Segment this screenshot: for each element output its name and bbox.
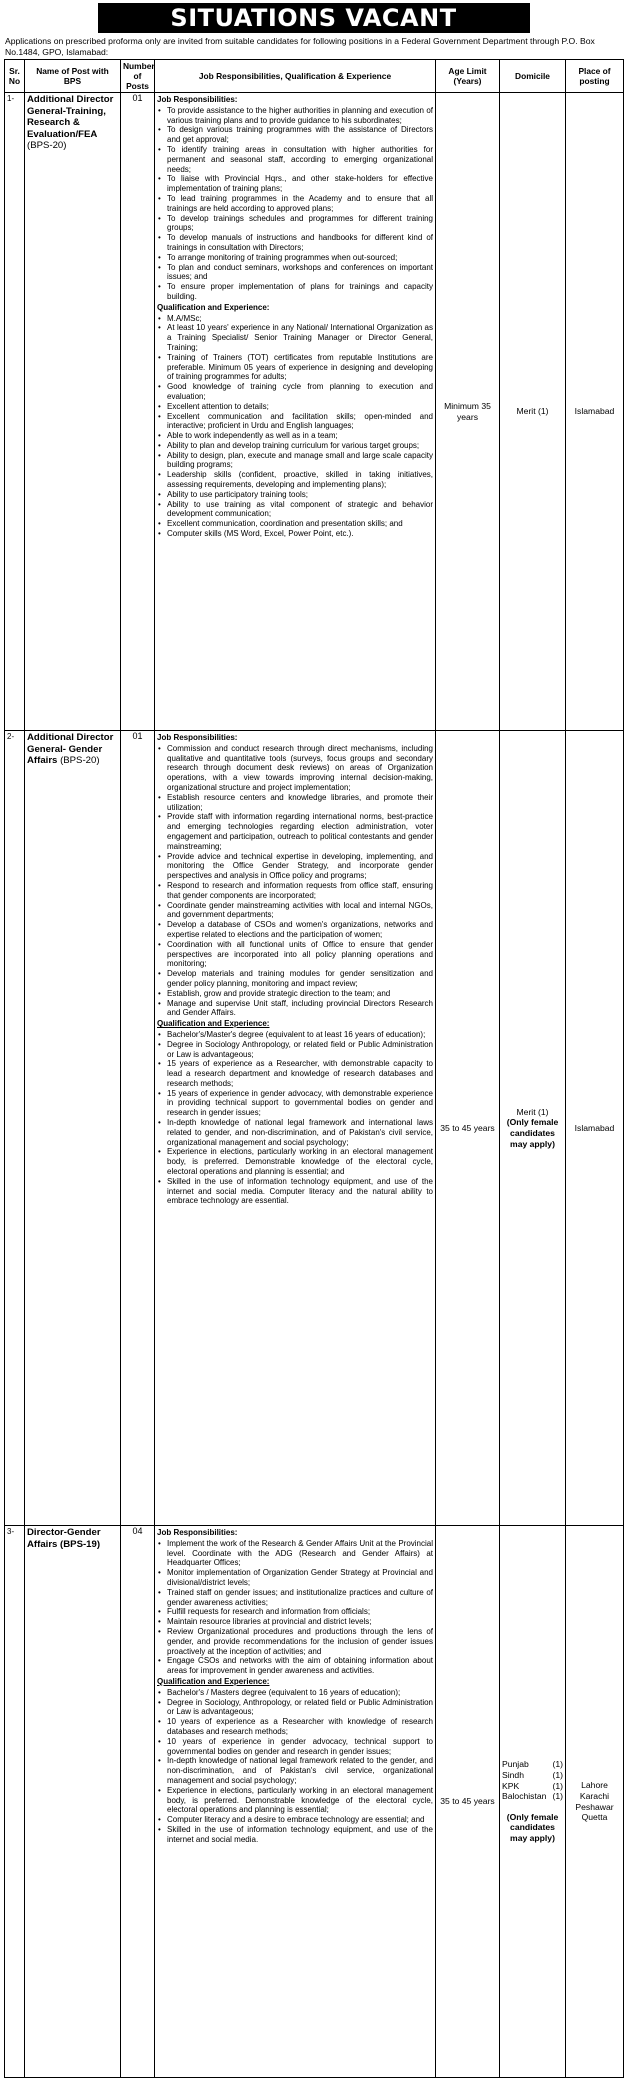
domicile: Merit (1): [500, 93, 566, 731]
header-domicile: Domicile: [500, 60, 566, 93]
responsibilities-list: [157, 1539, 433, 1676]
list-item: • Ability to use participatory training tools;: [167, 490, 433, 500]
age-limit: 35 to 45 years: [436, 1526, 500, 2078]
domicile-note: (Only female candidates may apply): [506, 1811, 559, 1843]
intro-text: Applications on prescribed proforma only are invited from suitable candidates for following positions in a Federal Government Department through P.O. Box No.1484, GPO, Islamabad:: [5, 36, 595, 57]
list-item: • Coordinate gender mainstreaming activities with local and internal NGOs, and government departments;: [167, 901, 433, 921]
number-of-posts: 04: [121, 1526, 155, 2078]
age-limit: 35 to 45 years: [436, 731, 500, 1526]
post-name: [25, 1526, 121, 2078]
sr-number: 2-: [5, 731, 25, 1526]
header-job: Job Responsibilities, Qualification & Experience: [155, 60, 436, 93]
qualification-heading: Qualification and Experience:: [157, 1019, 270, 1029]
list-item: • Develop a database of CSOs and women's organizations, networks and expertise related to elections and the participation of women;: [167, 920, 433, 940]
place-item: Peshawar: [575, 1801, 614, 1812]
list-item: • Develop materials and training modules for gender sensitization and gender policy planning, monitoring and impact review;: [167, 969, 433, 989]
list-item: • To arrange monitoring of training programmes when out-sourced;: [167, 253, 433, 263]
domicile-line: [502, 1759, 563, 1770]
list-item: • 15 years of experience in gender advocacy, with demonstrable experience in providing technical support to governmental bodies on gender and research in gender issues;: [167, 1089, 433, 1118]
responsibilities-list: [157, 106, 433, 302]
post-bps: (BPS-20): [60, 755, 100, 767]
list-item: • Respond to research and information requests from office staff, ensuring that gender components are incorporated;: [167, 881, 433, 901]
list-item: • Excellent communication and facilitation skills; open-minded and interactive; proficient in Urdu and English languages;: [167, 412, 433, 432]
responsibilities-heading: Job Responsibilities:: [157, 1528, 238, 1537]
sr-number: 1-: [5, 93, 25, 731]
sr-number: 3-: [5, 1526, 25, 2078]
responsibilities-list: [157, 744, 433, 1018]
responsibilities-heading: Job Responsibilities:: [157, 733, 238, 742]
province-count: (1): [552, 1759, 563, 1770]
list-item: • Training of Trainers (TOT) certificates from reputable Institutions are preferable. Minimum 05 years of experience in designing and developing of training programmes for adults;: [167, 353, 433, 382]
domicile-line: [502, 1791, 563, 1802]
list-item: • Experience in elections, particularly working in an electoral management body, is preferred. Demonstrable knowledge of the electoral cycle, electoral operations and planning is essential; and: [167, 1147, 433, 1176]
list-item: • 10 years of experience in gender advocacy, technical support to governmental bodies on gender and research in gender issues;: [167, 1737, 433, 1757]
list-item: • Bachelor's / Masters degree (equivalent to 16 years of education);: [167, 1688, 433, 1698]
list-item: • To lead training programmes in the Academy and to ensure that all trainings are held according to approved plans;: [167, 194, 433, 214]
list-item: • To provide assistance to the higher authorities in planning and execution of various training plans and to provide guidance to his subordinates;: [167, 106, 433, 126]
place-item: Karachi: [579, 1790, 610, 1801]
list-item: • Bachelor's/Master's degree (equivalent to at least 16 years of education);: [167, 1030, 433, 1040]
places-list: [568, 1780, 621, 1822]
list-item: • Manage and supervise Unit staff, including provincial Directors Research and Gender Affairs.: [167, 999, 433, 1019]
province-name: Punjab: [502, 1759, 529, 1770]
list-item: • Coordination with all functional units of Office to ensure that gender perspectives are incorporated into all policy planning operations and monitoring;: [167, 940, 433, 969]
domicile-lines: [502, 1759, 563, 1801]
list-item: • Provide advice and technical expertise in developing, implementing, and monitoring the Office Gender Strategy, and incorporate gender perspectives and analysis in Office policy and programs;: [167, 852, 433, 881]
table-row: [5, 1526, 624, 2078]
table-row: [5, 93, 624, 731]
list-item: • Provide staff with information regarding international norms, best-practice and emerging technologies regarding election administration, voter engagement and participation, outreach to political contestants and gender mainstreaming;: [167, 812, 433, 851]
list-item: • Excellent attention to details;: [167, 402, 433, 412]
list-item: • Commission and conduct research through direct mechanisms, including qualitative and quantitative tools (surveys, focus groups and secondary research through document desk reviews) on areas of Organization operations, with a view towards improving internal decision-making, organizational structure and project implementation;: [167, 744, 433, 793]
domicile-merit: Merit (1): [516, 1106, 549, 1117]
list-item: • 15 years of experience as a Researcher, with demonstrable capacity to lead a research department and knowledge of research databases and research methods;: [167, 1059, 433, 1088]
list-item: • Establish, grow and provide strategic direction to the team; and: [167, 989, 433, 999]
header-sr: Sr. No: [5, 60, 25, 93]
qualification-list: [157, 1030, 433, 1206]
list-item: • Degree in Sociology Anthropology, or related field or Public Administration or Law is advantageous;: [167, 1040, 433, 1060]
list-item: • Skilled in the use of information technology equipment, and use of the internet and social media.: [167, 1825, 433, 1845]
list-item: • To liaise with Provincial Hqrs., and other stake-holders for effective implementation of training plans;: [167, 174, 433, 194]
responsibilities-heading: Job Responsibilities:: [157, 95, 238, 104]
list-item: • Ability to use training as vital component of strategic and behavior development communication;: [167, 500, 433, 520]
list-item: • Review Organizational procedures and productions through the lens of gender, and provide recommendations for the inclusion of gender issues proactively at the inception of activities; and: [167, 1627, 433, 1656]
job-details: [155, 1526, 436, 2078]
advertisement-page: [0, 3, 627, 2051]
province-count: (1): [552, 1780, 563, 1791]
place-of-posting: Islamabad: [566, 731, 624, 1526]
list-item: • Able to work independently as well as in a team;: [167, 431, 433, 441]
domicile-line: [502, 1770, 563, 1781]
list-item: • Maintain resource libraries at provincial and district levels;: [167, 1617, 433, 1627]
list-item: • To ensure proper implementation of plans for trainings and capacity building.: [167, 282, 433, 302]
list-item: • Implement the work of the Research & Gender Affairs Unit at the Provincial level. Coordinate with the ADG (Research and Gender Affairs) at Headquarter Offices;: [167, 1539, 433, 1568]
list-item: • Computer skills (MS Word, Excel, Power Point, etc.).: [167, 529, 433, 539]
province-name: Sindh: [502, 1770, 524, 1781]
list-item: • Establish resource centers and knowledge libraries, and promote their utilization;: [167, 793, 433, 813]
age-limit: Minimum 35 years: [436, 93, 500, 731]
list-item: • 10 years of experience as a Researcher with knowledge of research databases and research methods;: [167, 1717, 433, 1737]
job-details: [155, 93, 436, 731]
header-posts: Number of Posts: [121, 60, 155, 93]
post-title: Additional Director General- Gender Affairs: [27, 732, 114, 767]
list-item: • Ability to design, plan, execute and manage small and large scale capacity building programs;: [167, 451, 433, 471]
post-name: [25, 731, 121, 1526]
header-place: Place of posting: [566, 60, 624, 93]
province-name: KPK: [502, 1780, 520, 1791]
list-item: • M.A/MSc;: [167, 314, 433, 324]
list-item: • Computer literacy and a desire to embrace technology are essential; and: [167, 1815, 433, 1825]
list-item: • To plan and conduct seminars, workshops and conferences on important issues; and: [167, 263, 433, 283]
header-age: Age Limit (Years): [436, 60, 500, 93]
place-item: Lahore: [581, 1780, 608, 1791]
number-of-posts: 01: [121, 93, 155, 731]
province-count: (1): [552, 1791, 563, 1802]
list-item: • Fulfill requests for research and information from officials;: [167, 1607, 433, 1617]
list-item: • In-depth knowledge of national legal framework related to the gender, and non-discrimination, and of Pakistan's civil service, organizational management and social psychology;: [167, 1756, 433, 1785]
list-item: • Good knowledge of training cycle from planning to execution and evaluation;: [167, 382, 433, 402]
post-bps: (BPS-20): [27, 140, 67, 152]
post-title: Additional Director General-Training, Research & Evaluation/FEA: [27, 94, 114, 140]
table-row: [5, 731, 624, 1526]
list-item: • Monitor implementation of Organization Gender Strategy at Provincial and divisional/district levels;: [167, 1568, 433, 1588]
qualification-heading: Qualification and Experience:: [157, 302, 270, 312]
page-title: SITUATIONS VACANT: [98, 3, 530, 33]
list-item: • To develop trainings schedules and programmes for different training groups;: [167, 214, 433, 234]
header-post: Name of Post with BPS: [25, 60, 121, 93]
job-details: [155, 731, 436, 1526]
domicile: [500, 731, 566, 1526]
list-item: • At least 10 years' experience in any National/ International Organization as a Training Specialist/ Senior Training Manager or Director General, Training;: [167, 323, 433, 352]
domicile-note: (Only female candidates may apply): [506, 1117, 559, 1149]
post-name: [25, 93, 121, 731]
domicile-line: [502, 1781, 563, 1792]
list-item: • Leadership skills (confident, proactive, skilled in taking initiatives, assessing requirements, developing and implementing plans);: [167, 470, 433, 490]
province-count: (1): [552, 1770, 563, 1781]
place-item: Quetta: [581, 1812, 608, 1823]
list-item: • Skilled in the use of information technology equipment, and use of the internet and social media. Computer literacy and the natural ability to embrace technology are essential.: [167, 1177, 433, 1206]
qualification-heading: Qualification and Experience:: [157, 1676, 270, 1686]
domicile: [500, 1526, 566, 2078]
vacancies-table: [4, 59, 624, 2078]
qualification-list: [157, 314, 433, 539]
list-item: • In-depth knowledge of national legal framework and international laws related to gender, and non-discrimination, and of Pakistan's civil service, organizational management and social psychology;: [167, 1118, 433, 1147]
list-item: • Engage CSOs and networks with the aim of obtaining information about areas for improvement in gender awareness and activities.: [167, 1656, 433, 1676]
list-item: • Ability to plan and develop training curriculum for various target groups;: [167, 441, 433, 451]
number-of-posts: 01: [121, 731, 155, 1526]
place-of-posting: Islamabad: [566, 93, 624, 731]
list-item: • To develop manuals of instructions and handbooks for different kind of trainings in consultation with Directors;: [167, 233, 433, 253]
list-item: • Experience in elections, particularly working in an electoral management body, is preferred. Demonstrable knowledge of the electoral cycle, electoral operations and planning is essential;: [167, 1786, 433, 1815]
list-item: • Degree in Sociology, Anthropology, or related field or Public Administration or Law is advantageous;: [167, 1698, 433, 1718]
list-item: • To identify training areas in consultation with higher authorities for permanent and seasonal staff, according to emerging organizational needs;: [167, 145, 433, 174]
place-of-posting: [566, 1526, 624, 2078]
list-item: • Excellent communication, coordination and presentation skills; and: [167, 519, 433, 529]
province-name: Balochistan: [502, 1791, 547, 1802]
table-header-row: [5, 60, 624, 93]
list-item: • To design various training programmes with the assistance of Directors and get approval;: [167, 125, 433, 145]
list-item: • Trained staff on gender issues; and institutionalize practices and culture of gender awareness activities;: [167, 1588, 433, 1608]
qualification-list: [157, 1688, 433, 1845]
post-title: Director-Gender Affairs (BPS-19): [27, 1527, 101, 1550]
